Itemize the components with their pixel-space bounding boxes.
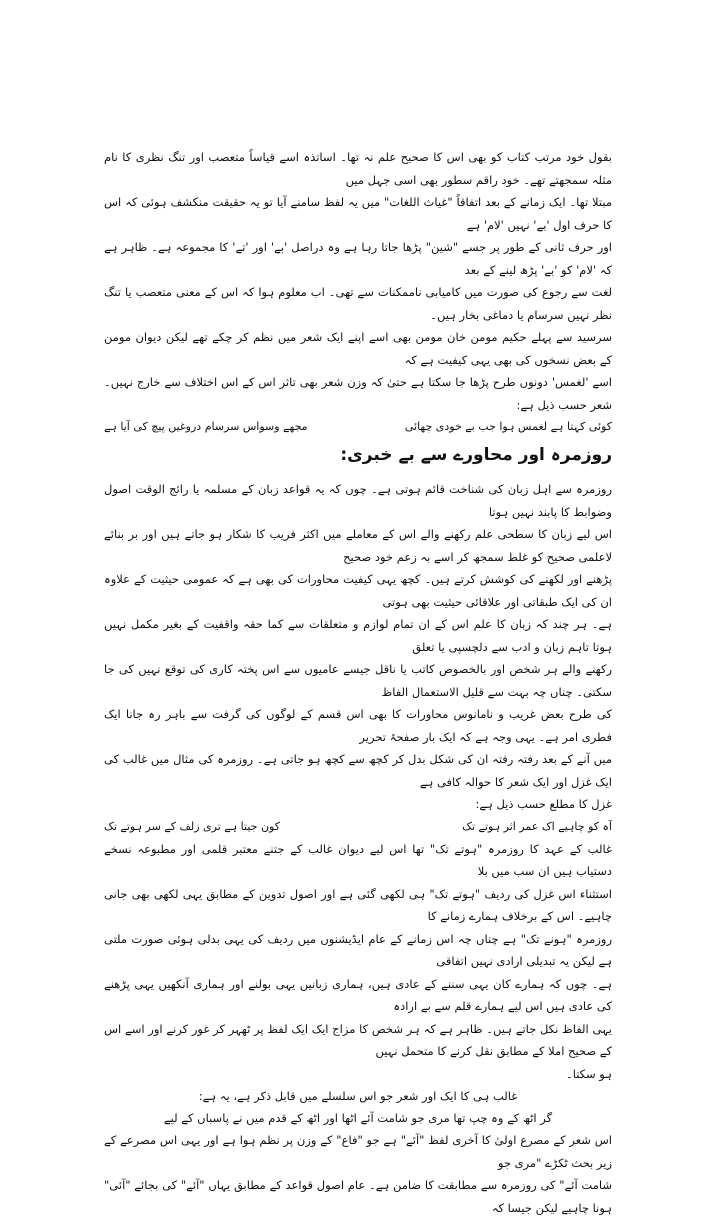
verse-line-second: مجھے وسواس سرسام دروغیں پیچ کی آیا ہے bbox=[104, 420, 308, 433]
verse-line-first: کوئی کہتا ہے لغمس ہوا جب بے خودی چھائی bbox=[404, 420, 612, 433]
section-heading: روزمرہ اور محاورے سے بے خبری: bbox=[340, 445, 612, 465]
paragraph-2 bbox=[104, 478, 612, 816]
text-line: میں آنے کے بعد رفتہ رفتہ ان کی شکل بدل کر کچھ سے کچھ ہو جاتی ہے۔ روزمرہ کی مثال میں غالب کی ایک غزل اور ایک شعر کا حوالہ کافی ہے bbox=[104, 752, 612, 789]
text-line: غالب کے عہد کا روزمرہ "ہوتے تک" تھا اس لیے دیوان غالب کے جتنے معتبر قلمی اور مطبوعہ نسخے دستیاب ہیں ان سب میں بلا bbox=[104, 841, 612, 878]
text-line: رکھنے والے ہر شخص اور بالخصوص کاتب یا ناقل جیسے عامیوں سے اس پختہ کاری کی توقع نہیں کی جا سکتی۔ چناں چہ بہت سے قلیل الاستعمال الفاظ bbox=[104, 662, 612, 699]
text-line: روزمرہ سے اہل زبان کی شناخت قائم ہوتی ہے۔ چوں کہ یہ قواعد زبان کے مسلمہ یا رائج الوقت اصول وضوابط کا پابند نہیں ہوتا bbox=[104, 482, 612, 519]
text-line: اس شعر کے مصرع اولیٰ کا آخری لفظ "آئے" ہے جو "فاع" کے وزن پر نظم ہوا ہے اور یہی اس مصرعے کے زیر بحث ٹکڑے "مری جو bbox=[104, 1133, 612, 1170]
text-line: اسے 'لغمس' دونوں طرح پڑھا جا سکتا ہے حتیٰ کہ وزن شعر بھی تاثر اس کے اس اختلاف سے خارج نہیں۔ شعر حسب ذیل ہے: bbox=[104, 375, 612, 412]
paragraph-3 bbox=[104, 838, 612, 1086]
page-content bbox=[104, 146, 612, 1219]
text-line: پڑھنے اور لکھنے کی کوشش کرتے ہیں۔ کچھ یہی کیفیت محاورات کی بھی ہے کہ عمومی حیثیت کے علاوہ ان کی ایک طبقاتی اور علاقائی حیثیت بھی ہوتی bbox=[104, 572, 612, 609]
paragraph-4 bbox=[104, 1129, 612, 1219]
verse-line-first: آہ کو چاہیے اک عمر اثر ہوتے تک bbox=[462, 819, 612, 833]
text-line: غزل کا مطلع حسب ذیل ہے: bbox=[475, 797, 612, 811]
verse-line-second: کون جیتا ہے تری زلف کے سر ہوتے تک bbox=[104, 819, 280, 833]
text-line: لغت سے رجوع کی صورت میں کامیابی ناممکنات سے تھی۔ اب معلوم ہوا کہ اس کے معنی متعصب یا تنگ نظر نہیں سرسام یا دماغی بخار ہیں۔ bbox=[104, 285, 612, 322]
verse-couplet-3: گر اٹھ کے وہ چپ تھا مری جو شامت آئے اٹھا اور اٹھ کے قدم میں نے پاسباں کے لیے bbox=[163, 1111, 553, 1125]
text-line: کی طرح بعض غریب و نامانوس محاورات کا بھی اس قسم کے لوگوں کی گرفت سے باہر رہ جانا ایک فطری امر ہے۔ یہی وجہ ہے کہ ایک بار صفحۂ تحریر bbox=[104, 707, 612, 744]
text-line: اس لیے زبان کا سطحی علم رکھنے والے اس کے معاملے میں اکثر فریب کا شکار ہو جاتے ہیں اور بر بنائے لاعلمی صحیح کو غلط سمجھ کر اسے بہ زعم خود صحیح bbox=[104, 527, 612, 564]
text-line: ہے۔ ہر چند کہ زبان کا علم اس کے ان تمام لوازم و متعلقات سے کما حقہ واقفیت کے بغیر مکمل نہیں ہوتا تاہم زبان و ادب سے دلچسپی یا تعلق bbox=[104, 617, 612, 654]
verse-intro: غالب ہی کا ایک اور شعر جو اس سلسلے میں قابل ذکر ہے، یہ ہے: bbox=[198, 1089, 518, 1103]
text-line: مبتلا تھا۔ ایک زمانے کے بعد اتفاقاً "غیاث اللغات" میں یہ لفظ سامنے آیا تو یہ حقیقت منکشف ہوئی کہ اس کا حرف اول 'بے' نہیں 'لام' ہے bbox=[104, 195, 612, 232]
text-line: شامت آئے" کی روزمرہ سے مطابقت کا ضامن ہے۔ عام اصول قواعد کے مطابق یہاں "آئے" کی بجائے "آئی" ہونا چاہیے لیکن جیسا کہ bbox=[104, 1178, 612, 1215]
verse-couplet-1 bbox=[104, 416, 612, 438]
text-line: یہی الفاظ نکل جاتے ہیں۔ ظاہر ہے کہ ہر شخص کا مزاج ایک ایک لفظ پر ٹھہر کر غور کرنے اور اسے اس کے صحیح املا کے مطابق نقل کرنے کا متحمل نہیں bbox=[104, 1021, 612, 1058]
text-line: استثناء اس غزل کی ردیف "ہوتے تک" ہی لکھی گئی ہے اور اصول تدوین کے مطابق یہی لکھی بھی جانی چاہیے۔ اس کے برخلاف ہمارے زمانے کا bbox=[104, 886, 612, 923]
verse-couplet-2 bbox=[104, 816, 612, 838]
paragraph-1 bbox=[104, 146, 612, 416]
text-line: سرسید سے پہلے حکیم مومن خان مومن بھی اسے اپنے ایک شعر میں نظم کر چکے تھے لیکن دیوان مومن کے بعض نسخوں کی بھی یہی کیفیت ہے کہ bbox=[104, 330, 612, 367]
text-line: ہو سکتا۔ bbox=[565, 1066, 612, 1081]
text-line: ہے۔ چوں کہ ہمارے کان یہی سننے کے عادی ہیں، ہماری زبانیں یہی بولنے اور ہماری آنکھیں یہی پڑھنے کی عادی ہیں اس لیے ہمارے قلم سے بے ارادہ bbox=[104, 976, 612, 1013]
text-line: روزمرہ "ہونے تک" ہے چناں چہ اس زمانے کے عام ایڈیشنوں میں ردیف کی یہی بدلی ہوئی صورت ملتی ہے لیکن یہ تبدیلی ارادی نہیں اتفاقی bbox=[104, 931, 612, 968]
text-line: اور حرف ثانی کے طور پر جسے "شین" پڑھا جاتا رہا ہے وہ دراصل 'بے' اور 'تے' کا مجموعہ ہے۔ ظاہر ہے کہ 'لام' کو 'بے' پڑھ لینے کے بعد bbox=[104, 240, 612, 277]
text-line: بقول خود مرتب کتاب کو بھی اس کا صحیح علم نہ تھا۔ اساتذہ اسے قیاساً متعصب اور تنگ نظری کا نام مثلہ سمجھتے تھے۔ خود راقم سطور بھی اسی جہل میں bbox=[104, 150, 612, 187]
